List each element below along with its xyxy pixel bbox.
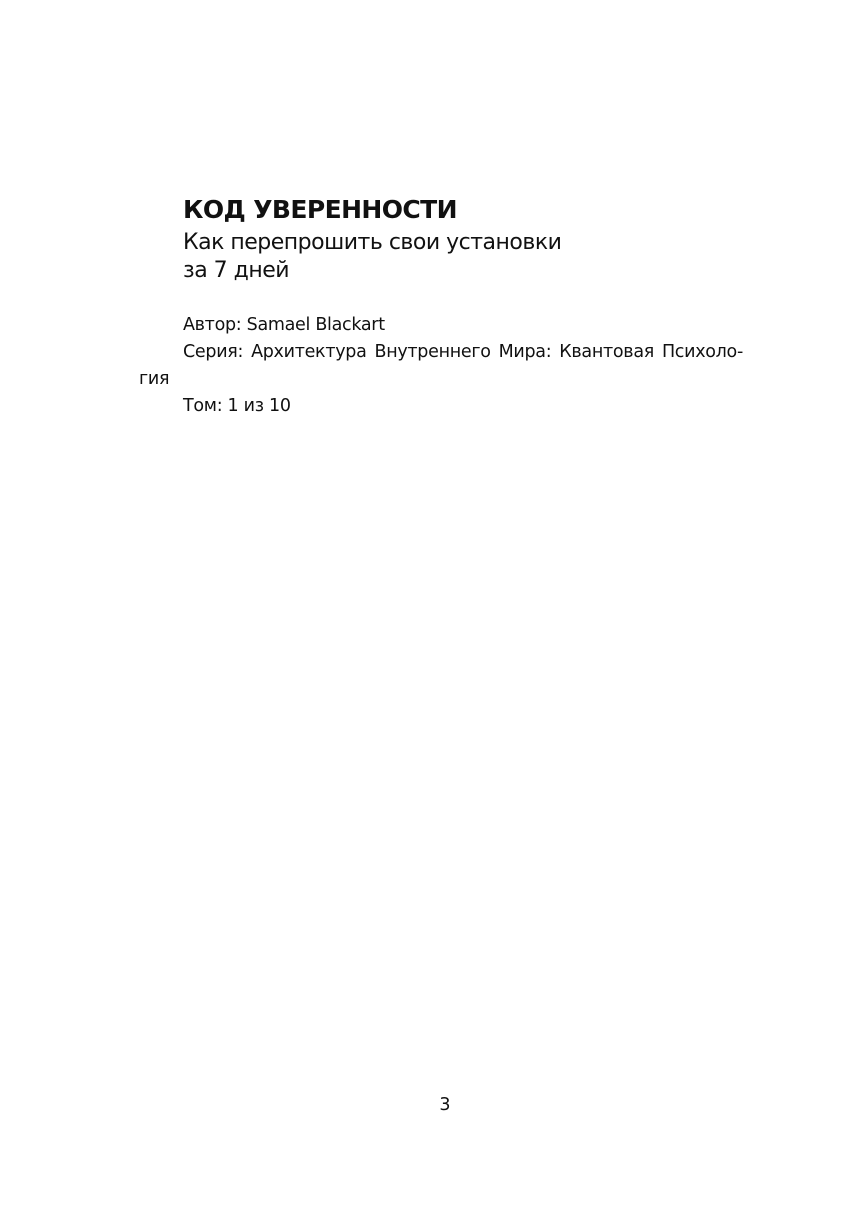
series-word: Серия: — [183, 342, 244, 362]
series-word: Внутреннего — [374, 342, 491, 362]
book-subtitle — [183, 229, 561, 285]
series-word: Квантовая — [559, 342, 654, 362]
series-continuation: гия — [139, 369, 170, 389]
series-word: Мира: — [498, 342, 552, 362]
volume-line: Том: 1 из 10 — [183, 396, 291, 416]
page-number: 3 — [439, 1095, 451, 1115]
book-subtitle-line-1: Как перепрошить свои установки — [183, 230, 562, 255]
author-line: Автор: Samael Blackart — [183, 315, 385, 335]
book-subtitle-line-2: за 7 дней — [183, 258, 290, 283]
series-word: Психоло- — [661, 342, 743, 362]
series-line — [183, 339, 743, 365]
book-title: КОД УВЕРЕННОСТИ — [183, 195, 457, 224]
series-word: Архитектура — [251, 342, 367, 362]
